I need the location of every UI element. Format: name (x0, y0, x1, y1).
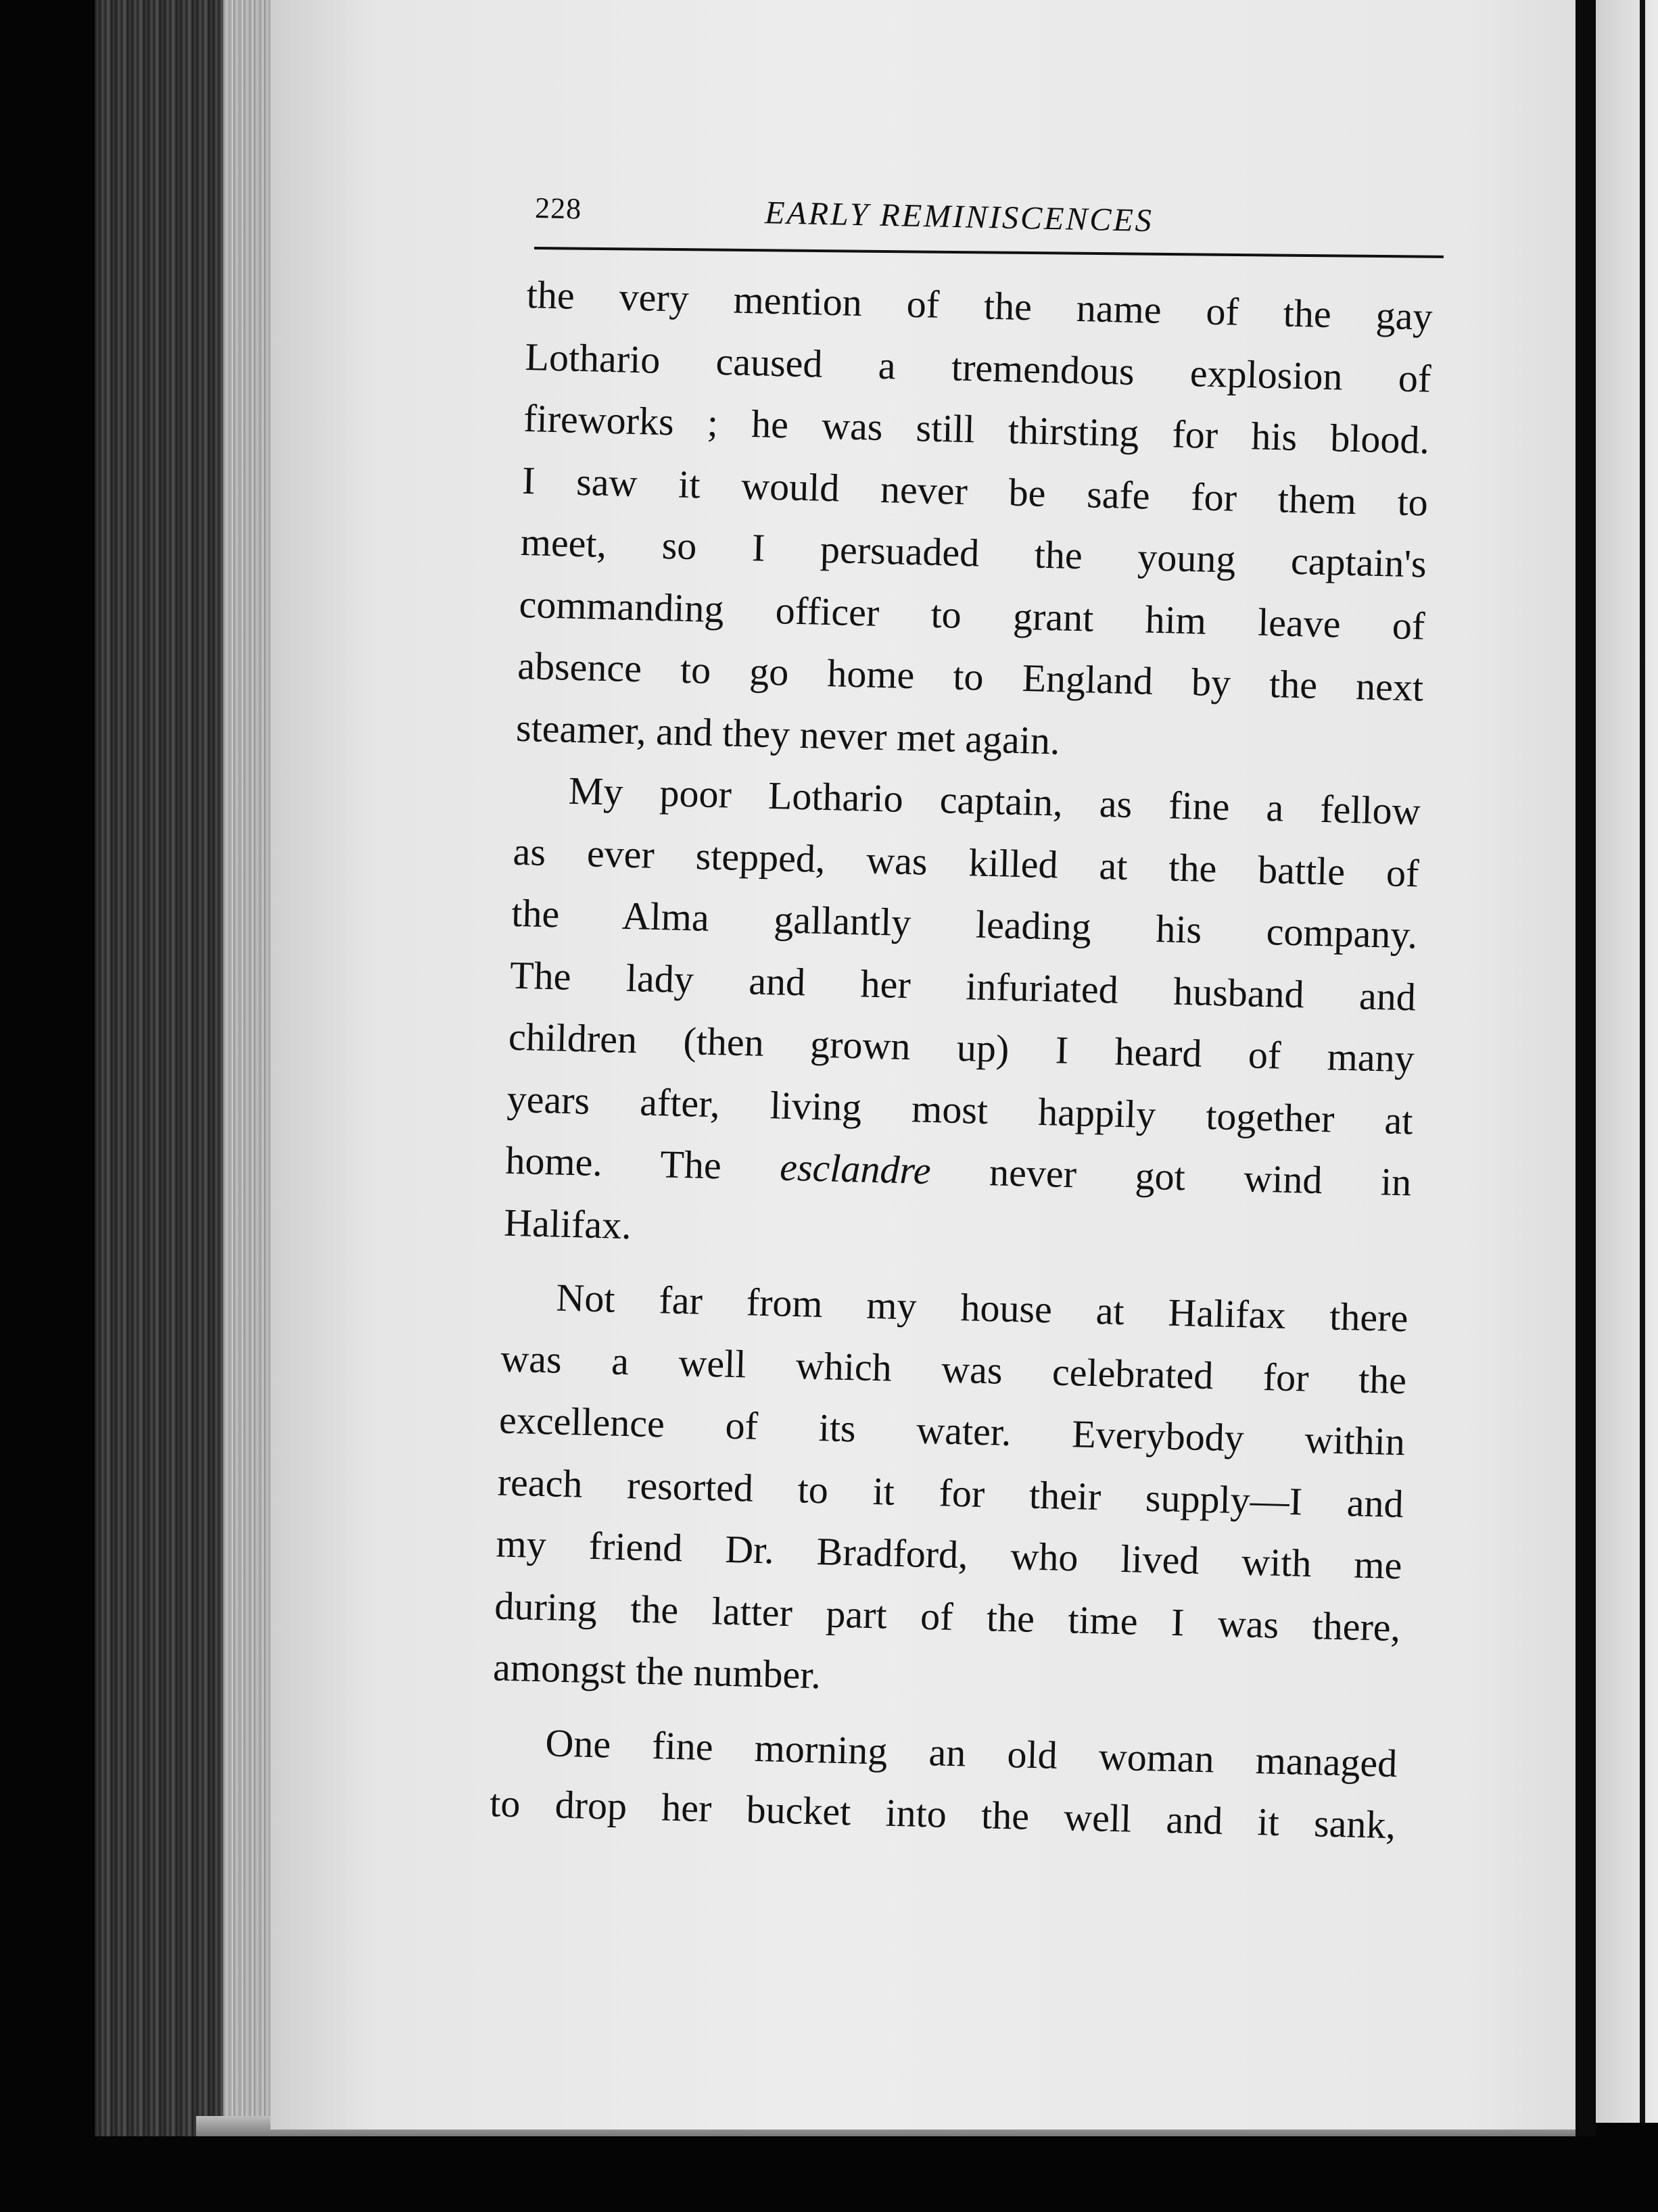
next-page-shadow (1640, 0, 1645, 2123)
running-title: EARLY REMINISCENCES (764, 195, 1154, 239)
paragraph-4 (489, 1710, 1398, 1856)
text-line: meet, so I persuaded the young captain's (520, 519, 1427, 586)
text-line: the very mention of the name of the gay (526, 272, 1434, 339)
paragraph-1 (515, 264, 1433, 781)
text-line: steamer, and they never met again. (515, 705, 1061, 763)
text-line: as ever stepped, was killed at the battle of (512, 829, 1420, 895)
text-line: fireworks ; he was still thirsting for his blood. (523, 395, 1430, 462)
text-line: One fine morning an old woman managed (544, 1720, 1398, 1785)
text-line: absence to go home to England by the next (517, 643, 1424, 710)
text-line: My poor Lothario captain, as fine a fellow (568, 768, 1421, 834)
text-line: excellence of its water. Everybody within (498, 1397, 1406, 1464)
text-line: The lady and her infuriated husband and (509, 953, 1417, 1019)
text-segment: never got wind in (930, 1148, 1413, 1205)
text-line: Lothario caused a tremendous explosion of (524, 334, 1432, 401)
next-page-edge (1596, 0, 1658, 2123)
text-line: the Alma gallantly leading his company. (511, 890, 1418, 957)
text-line: reach resorted to it for their supply—I and (497, 1459, 1404, 1526)
text-line: Halifax. (503, 1200, 632, 1247)
text-line: commanding officer to grant him leave of (518, 581, 1426, 648)
text-line: was a well which was celebrated for the (500, 1336, 1407, 1402)
text-line: my friend Dr. Bradford, who lived with me (495, 1521, 1403, 1588)
text-line: Not far from my house at Halifax there (555, 1275, 1409, 1341)
paragraph-3 (492, 1266, 1408, 1721)
paragraph-2 (503, 759, 1421, 1276)
page-edges-light (223, 0, 277, 2136)
italic-word: esclandre (779, 1145, 932, 1193)
text-line: years after, living most happily together at (506, 1076, 1414, 1143)
text-line: amongst the number. (492, 1645, 822, 1698)
body-text (489, 264, 1433, 1856)
text-segment: home. The (504, 1138, 781, 1189)
text-line: to drop her bucket into the well and it sank, (489, 1781, 1396, 1848)
text-line: children (then grown up) I heard of many (508, 1014, 1415, 1081)
page-number: 228 (534, 191, 582, 226)
text-line: during the latter part of the time I was there, (494, 1583, 1401, 1650)
book-gutter (1576, 0, 1596, 2136)
text-line: I saw it would never be safe for them to (521, 458, 1429, 525)
